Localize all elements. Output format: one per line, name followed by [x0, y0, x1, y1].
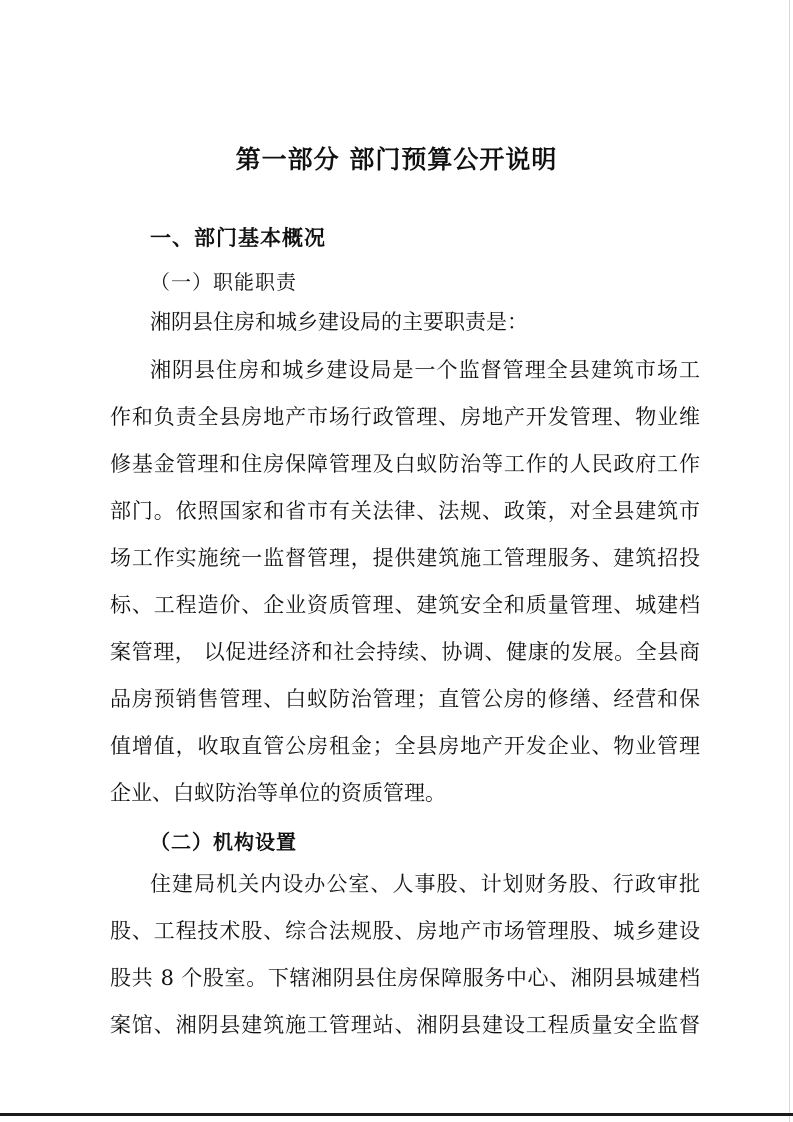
- paragraph-line: 湘阴县住房和城乡建设局的主要职责是：: [150, 310, 528, 334]
- paragraph-line: 场工作实施统一监督管理，提供建筑施工管理服务、建筑招投: [110, 546, 700, 570]
- scan-bottom-edge: [0, 1113, 793, 1116]
- subsection-heading-organization: （二）机构设置: [150, 830, 297, 854]
- paragraph-line: 案馆、湘阴县建筑施工管理站、湘阴县建设工程质量安全监督: [110, 1013, 700, 1037]
- paragraph-line: 部门。依照国家和省市有关法律、法规、政策，对全县建筑市: [110, 499, 700, 523]
- paragraph-line: 值增值，收取直管公房租金；全县房地产开发企业、物业管理: [110, 734, 700, 758]
- paragraph-line: 湘阴县住房和城乡建设局是一个监督管理全县建筑市场工: [150, 358, 700, 382]
- paragraph-line: 股共 8 个股室。下辖湘阴县住房保障服务中心、湘阴县城建档: [110, 966, 700, 990]
- subsection-heading-duties: （一）职能职责: [150, 270, 297, 294]
- section-heading-basic-overview: 一、部门基本概况: [150, 226, 326, 250]
- page-title: 第一部分 部门预算公开说明: [235, 145, 558, 174]
- paragraph-line: 品房预销售管理、白蚁防治管理；直管公房的修缮、经营和保: [110, 687, 700, 711]
- paragraph-line: 作和负责全县房地产市场行政管理、房地产开发管理、物业维: [110, 405, 700, 429]
- paragraph-line: 股、工程技术股、综合法规股、房地产市场管理股、城乡建设: [110, 919, 700, 943]
- scan-edge-line: [789, 0, 790, 1122]
- paragraph-line: 企业、白蚁防治等单位的资质管理。: [110, 781, 446, 805]
- paragraph-line: 标、工程造价、企业资质管理、建筑安全和质量管理、城建档: [110, 593, 700, 617]
- paragraph-line: 修基金管理和住房保障管理及白蚁防治等工作的人民政府工作: [110, 452, 700, 476]
- paragraph-line: 案管理， 以促进经济和社会持续、协调、健康的发展。全县商: [110, 640, 700, 664]
- paragraph-line: 住建局机关内设办公室、人事股、计划财务股、行政审批: [150, 872, 700, 896]
